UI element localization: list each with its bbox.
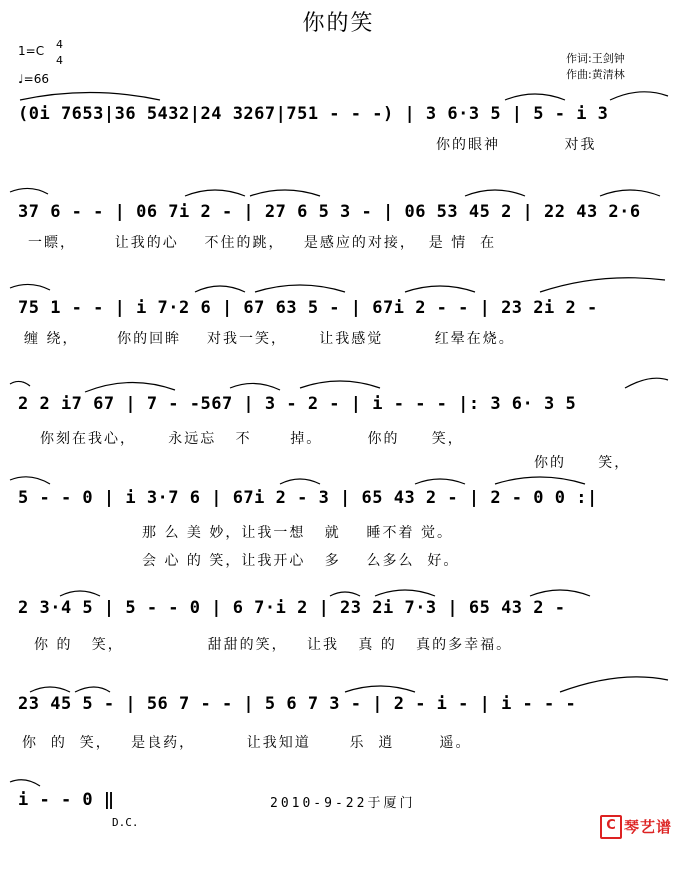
key-signature: 1=C xyxy=(18,44,45,58)
time-signature-top: 4 xyxy=(56,38,63,51)
lyrics-line-5: 那 么 美 妙，让我一想 就 睡不着 觉。 xyxy=(142,525,453,541)
slur-mark xyxy=(10,188,48,194)
logo-mark-icon: C xyxy=(600,815,622,839)
date-place-note: 2010-9-22于厦门 xyxy=(270,796,416,811)
lyrics-line-4: 你刻在我心， 永远忘 不 掉。 你的 笑， xyxy=(40,431,464,447)
notation-line-4: 2 2 i7 67 | 7 - -567 | 3 - 2 - | i - - - |: 3 6· 3 5 xyxy=(18,394,577,414)
lyricist-credit: 作词:王剑钟 xyxy=(566,52,625,65)
slur-mark xyxy=(495,477,585,484)
slur-mark xyxy=(10,381,30,386)
lyrics-line-3: 缠 绕， 你的回眸 对我一笑， 让我感觉 红晕在烧。 xyxy=(24,331,515,347)
score-line-7 xyxy=(0,692,677,762)
score-line-5 xyxy=(0,484,677,569)
dc-marking: D.C. xyxy=(112,816,139,829)
notation-line-3: 75 1 - - | i 7·2 6 | 67 63 5 - | 67i 2 - - | 23 2i 2 - xyxy=(18,298,598,318)
slur-mark xyxy=(540,278,665,292)
notation-line-1: (0i 7653|36 5432|24 3267|751 - - -) | 3 6·3 5 | 5 - i 3 xyxy=(18,104,609,124)
score-line-6 xyxy=(0,596,677,666)
time-signature-bottom: 4 xyxy=(56,54,63,67)
lyrics-line-5-verse-2: 会 心 的 笑，让我开心 多 么多么 好。 xyxy=(142,553,460,569)
notation-line-8: i - - 0 ‖ xyxy=(18,790,115,810)
lyrics-line-4-verse-2: 你的 笑， xyxy=(534,455,631,471)
tempo-marking: ♩=66 xyxy=(18,72,49,86)
score-line-4 xyxy=(0,388,677,471)
slur-mark xyxy=(625,378,668,388)
slur-mark xyxy=(10,477,50,484)
slur-mark xyxy=(10,284,50,290)
slur-mark xyxy=(300,381,380,388)
notation-line-6: 2 3·4 5 | 5 - - 0 | 6 7·i 2 | 23 2i 7·3 | 65 43 2 - xyxy=(18,598,566,618)
song-title: 你的笑 xyxy=(302,11,375,36)
score-line-3 xyxy=(0,292,677,362)
slur-mark xyxy=(10,780,40,786)
lyrics-line-6: 你 的 笑， 甜甜的笑， 让我 真 的 真的多幸福。 xyxy=(34,637,513,653)
notation-line-5: 5 - - 0 | i 3·7 6 | 67i 2 - 3 | 65 43 2 - | 2 - 0 0 :| xyxy=(18,488,598,508)
slur-mark xyxy=(560,677,668,692)
score-line-2 xyxy=(0,196,677,266)
lyrics-line-2: 一瞟， 让我的心 不住的跳， 是感应的对接， 是 情 在 xyxy=(28,235,497,251)
composer-credit: 作曲:黄清林 xyxy=(566,68,625,81)
notation-line-2: 37 6 - - | 06 7i 2 - | 27 6 5 3 - | 06 53 45 2 | 22 43 2·6 xyxy=(18,202,641,222)
lyrics-line-7: 你 的 笑， 是良药， 让我知道 乐 逍 遥。 xyxy=(22,735,472,751)
notation-line-7: 23 45 5 - | 56 7 - - | 5 6 7 3 - | 2 - i - | i - - - xyxy=(18,694,577,714)
slur-mark xyxy=(255,285,345,292)
logo-text: 琴艺谱 xyxy=(624,818,673,836)
score-line-1 xyxy=(0,98,677,168)
lyrics-line-1: 你的眼神 对我 xyxy=(436,137,597,153)
site-logo xyxy=(600,815,672,837)
